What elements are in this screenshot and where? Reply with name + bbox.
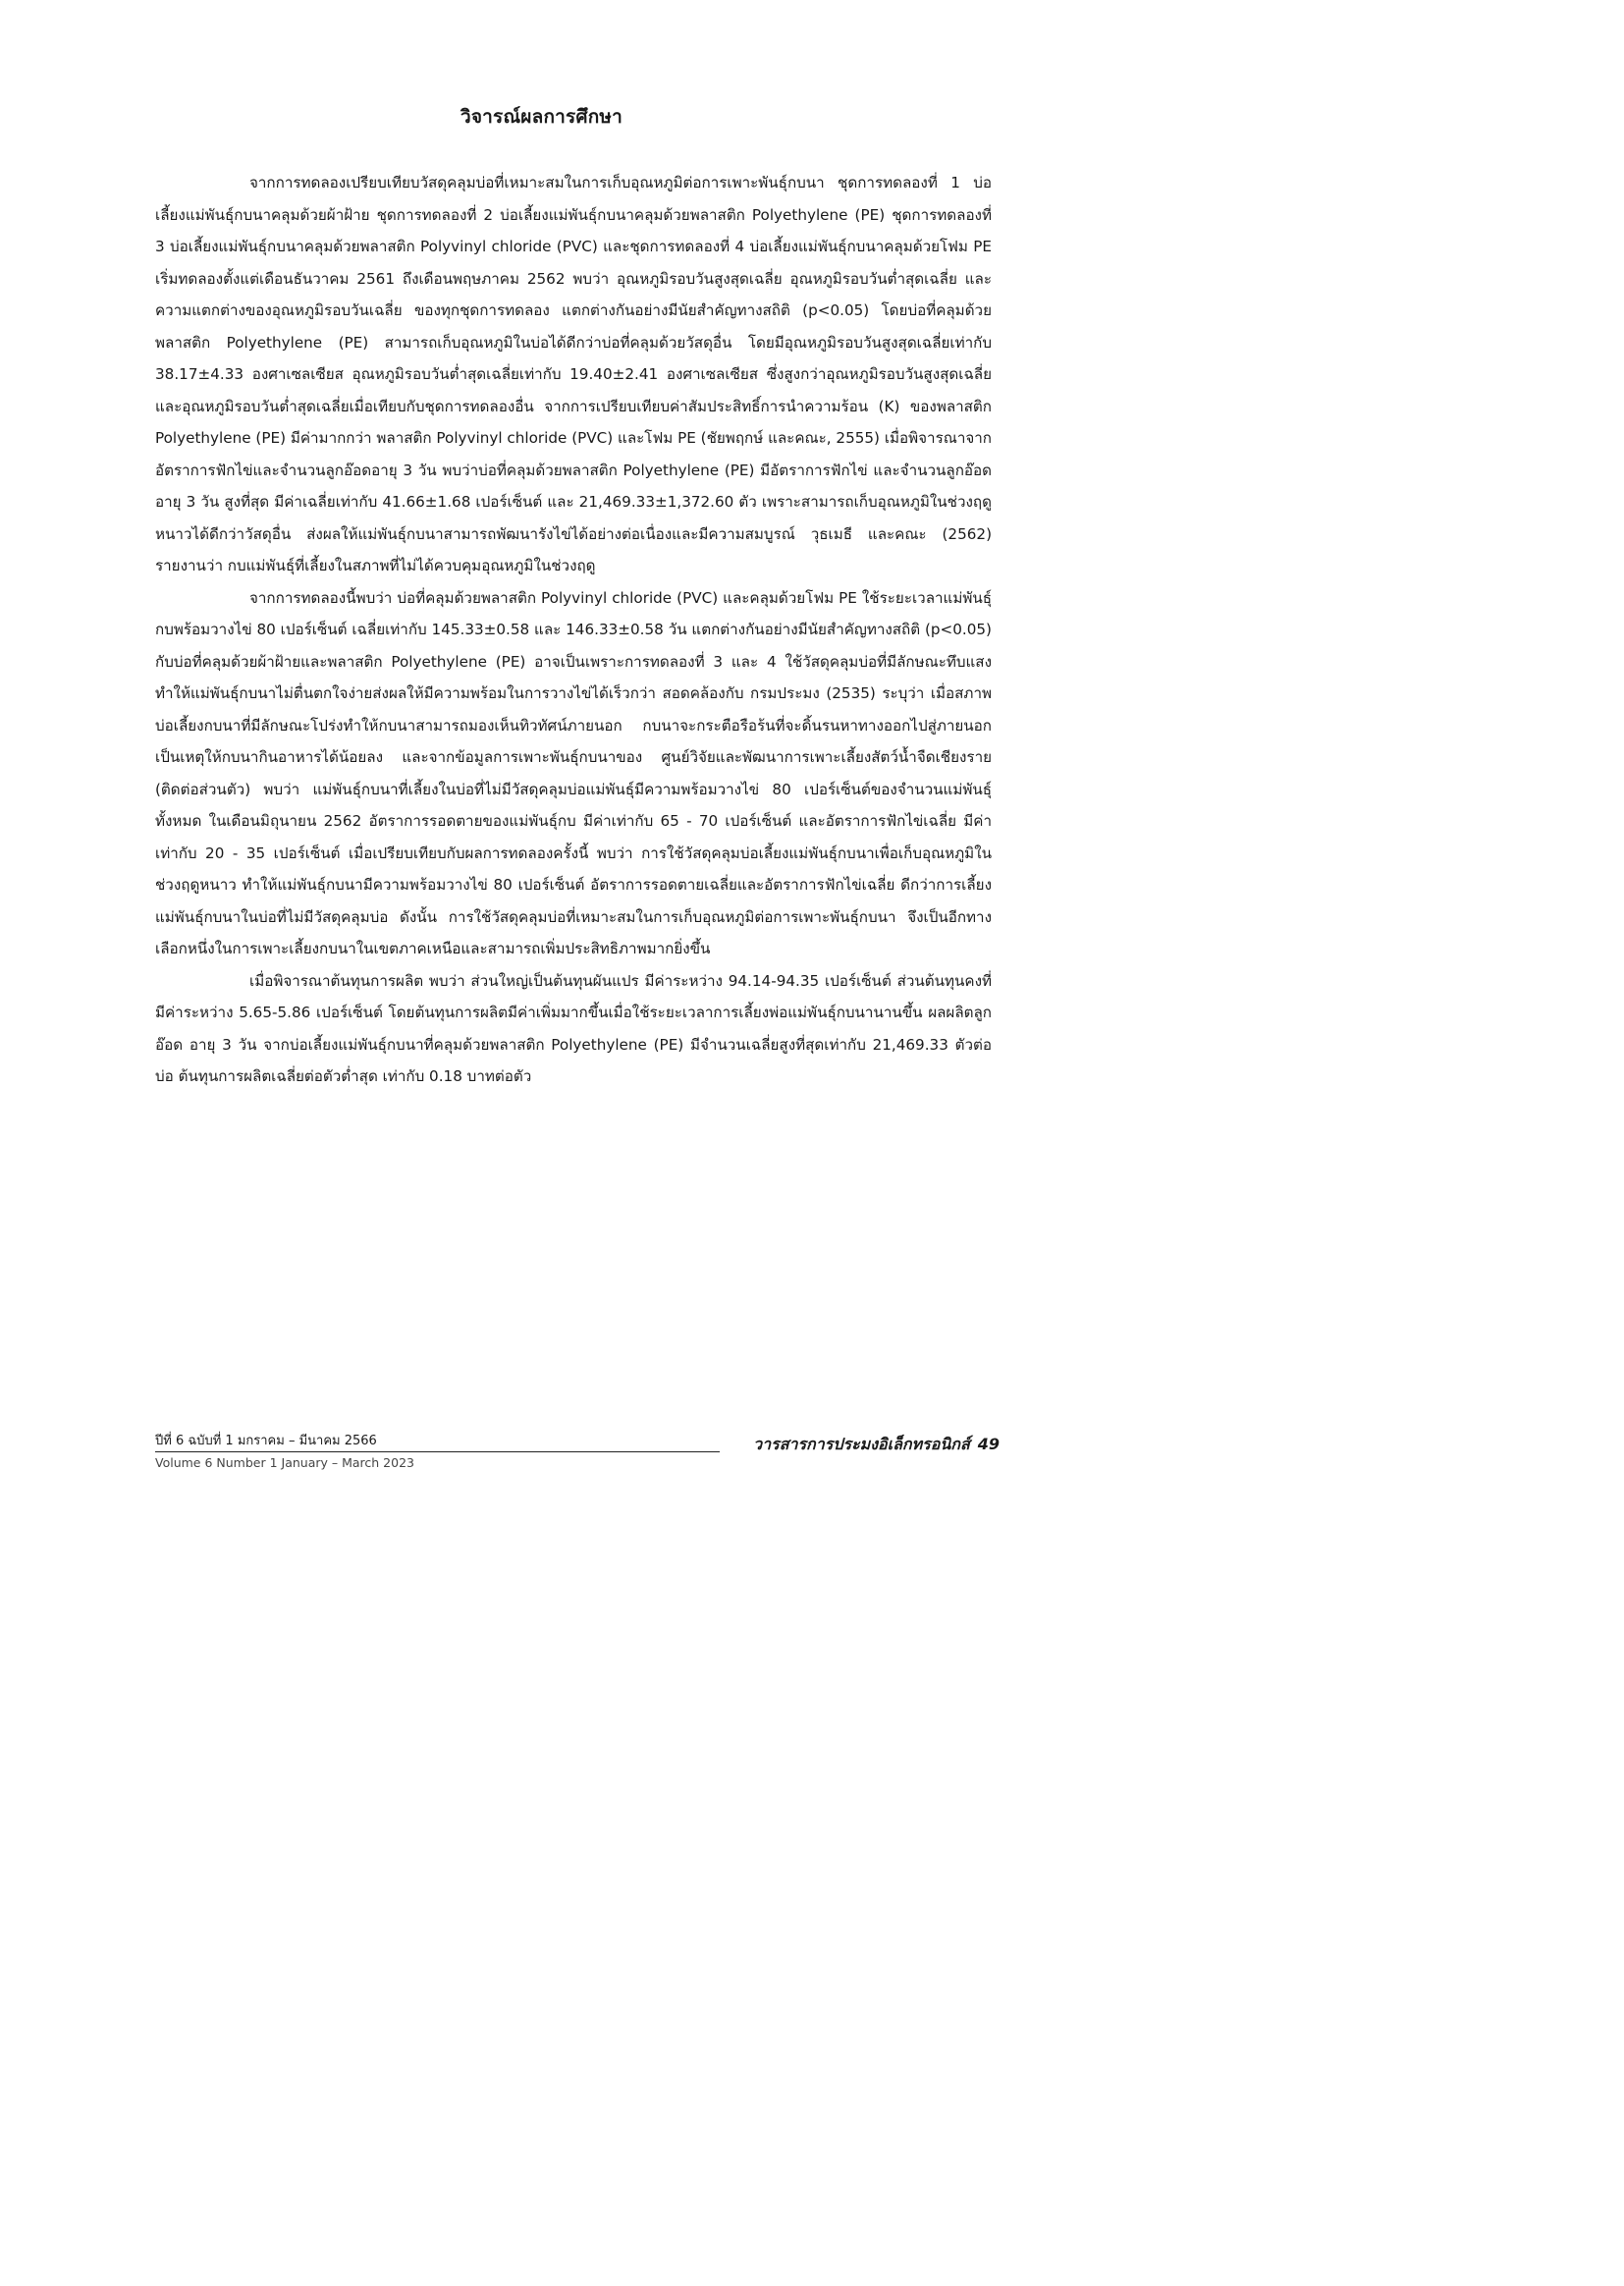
paragraph-2: จากการทดลองนี้พบว่า บ่อที่คลุมด้วยพลาสติก Polyvinyl chloride (PVC) และคลุมด้วยโฟม PE ใช้ระยะเวลาแม่พันธุ์กบพร้อมวางไข่ 80 เปอร์เซ็นต์ เฉลี่ยเท่ากับ 145.33±0.58 และ 146.33±0.58 วัน แตกต่างกันอย่างมีนัยสำคัญทางสถิติ (p<0.05) กับบ่อที่คลุมด้วยผ้าฝ้ายและพลาสติก Polyethylene (PE) อาจเป็นเพราะการทดลองที่ 3 และ 4 ใช้วัสดุคลุมบ่อที่มีลักษณะทึบแสง ทำให้แม่พันธุ์กบนาไม่ตื่นตกใจง่ายส่งผลให้มีความพร้อมในการวางไข่ได้เร็วกว่า สอดคล้องกับ กรมประมง (2535) ระบุว่า เมื่อสภาพบ่อเลี้ยงกบนาที่มีลักษณะโปร่งทำให้กบนาสามารถมองเห็นทิวทัศน์ภายนอก กบนาจะกระตือรือร้นที่จะดิ้นรนหาทางออกไปสู่ภายนอก เป็นเหตุให้กบนากินอาหารได้น้อยลง และจากข้อมูลการเพาะพันธุ์กบนาของ ศูนย์วิจัยและพัฒนาการเพาะเลี้ยงสัตว์น้ำจืดเชียงราย (ติดต่อส่วนตัว) พบว่า แม่พันธุ์กบนาที่เลี้ยงในบ่อที่ไม่มีวัสดุคลุมบ่อแม่พันธุ์มีความพร้อมวางไข่ 80 เปอร์เซ็นต์ของจำนวนแม่พันธุ์ทั้งหมด ในเดือนมิถุนายน 2562 อัตราการรอดตายของแม่พันธุ์กบ มีค่าเท่ากับ 65 - 70 เปอร์เซ็นต์ และอัตราการฟักไข่เฉลี่ย มีค่าเท่ากับ 20 - 35 เปอร์เซ็นต์ เมื่อเปรียบเทียบกับผลการทดลองครั้งนี้ พบว่า การใช้วัสดุคลุมบ่อเลี้ยงแม่พันธุ์กบนาเพื่อเก็บอุณหภูมิในช่วงฤดูหนาว ทำให้แม่พันธุ์กบนามีความพร้อมวางไข่ 80 เปอร์เซ็นต์ อัตราการรอดตายเฉลี่ยและอัตราการฟักไข่เฉลี่ย ดีกว่าการเลี้ยงแม่พันธุ์กบนาในบ่อที่ไม่มีวัสดุคลุมบ่อ ดังนั้น การใช้วัสดุคลุมบ่อที่เหมาะสมในการเก็บอุณหภูมิต่อการเพาะพันธุ์กบนา จึงเป็นอีกทางเลือกหนึ่งในการเพาะเลี้ยงกบนาในเขตภาคเหนือและสามารถเพิ่มประสิทธิภาพมากยิ่งขึ้น	[155, 588, 992, 957]
footer-journal	[753, 1433, 1000, 1457]
footer-issue-english: Volume 6 Number 1 January – March 2023	[155, 1455, 414, 1470]
article-body	[155, 167, 992, 1093]
footer-journal-name: วารสารการประมงอิเล็กทรอนิกส์	[753, 1435, 970, 1453]
footer-issue-thai: ปีที่ 6 ฉบับที่ 1 มกราคม – มีนาคม 2566	[155, 1434, 377, 1448]
footer-page-number: 49	[977, 1435, 1000, 1453]
journal-page	[0, 0, 1083, 1524]
section-title: วิจารณ์ผลการศึกษา	[460, 106, 623, 128]
paragraph-3: เมื่อพิจารณาต้นทุนการผลิต พบว่า ส่วนใหญ่เป็นต้นทุนผันแปร มีค่าระหว่าง 94.14-94.35 เปอร์เซ็นต์ ส่วนต้นทุนคงที่ มีค่าระหว่าง 5.65-5.86 เปอร์เซ็นต์ โดยต้นทุนการผลิตมีค่าเพิ่มมากขึ้นเมื่อใช้ระยะเวลาการเลี้ยงพ่อแม่พันธุ์กบนานานขึ้น ผลผลิตลูกอ๊อด อายุ 3 วัน จากบ่อเลี้ยงแม่พันธุ์กบนาที่คลุมด้วยพลาสติก Polyethylene (PE) มีจำนวนเฉลี่ยสูงที่สุดเท่ากับ 21,469.33 ตัวต่อบ่อ ต้นทุนการผลิตเฉลี่ยต่อตัวต่ำสุด เท่ากับ 0.18 บาทต่อตัว	[155, 971, 992, 1085]
paragraph-1: จากการทดลองเปรียบเทียบวัสดุคลุมบ่อที่เหมาะสมในการเก็บอุณหภูมิต่อการเพาะพันธุ์กบนา ชุดการทดลองที่ 1 บ่อเลี้ยงแม่พันธุ์กบนาคลุมด้วยผ้าฝ้าย ชุดการทดลองที่ 2 บ่อเลี้ยงแม่พันธุ์กบนาคลุมด้วยพลาสติก Polyethylene (PE) ชุดการทดลองที่ 3 บ่อเลี้ยงแม่พันธุ์กบนาคลุมด้วยพลาสติก Polyvinyl chloride (PVC) และชุดการทดลองที่ 4 บ่อเลี้ยงแม่พันธุ์กบนาคลุมด้วยโฟม PE เริ่มทดลองตั้งแต่เดือนธันวาคม 2561 ถึงเดือนพฤษภาคม 2562 พบว่า อุณหภูมิรอบวันสูงสุดเฉลี่ย อุณหภูมิรอบวันต่ำสุดเฉลี่ย และความแตกต่างของอุณหภูมิรอบวันเฉลี่ย ของทุกชุดการทดลอง แตกต่างกันอย่างมีนัยสำคัญทางสถิติ (p<0.05) โดยบ่อที่คลุมด้วยพลาสติก Polyethylene (PE) สามารถเก็บอุณหภูมิในบ่อได้ดีกว่าบ่อที่คลุมด้วยวัสดุอื่น โดยมีอุณหภูมิรอบวันสูงสุดเฉลี่ยเท่ากับ 38.17±4.33 องศาเซลเซียส อุณหภูมิรอบวันต่ำสุดเฉลี่ยเท่ากับ 19.40±2.41 องศาเซลเซียส ซึ่งสูงกว่าอุณหภูมิรอบวันสูงสุดเฉลี่ยและอุณหภูมิรอบวันต่ำสุดเฉลี่ยเมื่อเทียบกับชุดการทดลองอื่น จากการเปรียบเทียบค่าสัมประสิทธิ์การนำความร้อน (K) ของพลาสติก Polyethylene (PE) มีค่ามากกว่า พลาสติก Polyvinyl chloride (PVC) และโฟม PE (ชัยพฤกษ์ และคณะ, 2555) เมื่อพิจารณาจากอัตราการฟักไข่และจำนวนลูกอ๊อดอายุ 3 วัน พบว่าบ่อที่คลุมด้วยพลาสติก Polyethylene (PE) มีอัตราการฟักไข่ และจำนวนลูกอ๊อดอายุ 3 วัน สูงที่สุด มีค่าเฉลี่ยเท่ากับ 41.66±1.68 เปอร์เซ็นต์ และ 21,469.33±1,372.60 ตัว เพราะสามารถเก็บอุณหภูมิในช่วงฤดูหนาวได้ดีกว่าวัสดุอื่น ส่งผลให้แม่พันธุ์กบนาสามารถพัฒนารังไข่ได้อย่างต่อเนื่องและมีความสมบูรณ์ วุธเมธี และคณะ (2562) รายงานว่า กบแม่พันธุ์ที่เลี้ยงในสภาพที่ไม่ได้ควบคุมอุณหภูมิในช่วงฤดู	[155, 174, 992, 574]
footer-divider	[155, 1451, 720, 1452]
